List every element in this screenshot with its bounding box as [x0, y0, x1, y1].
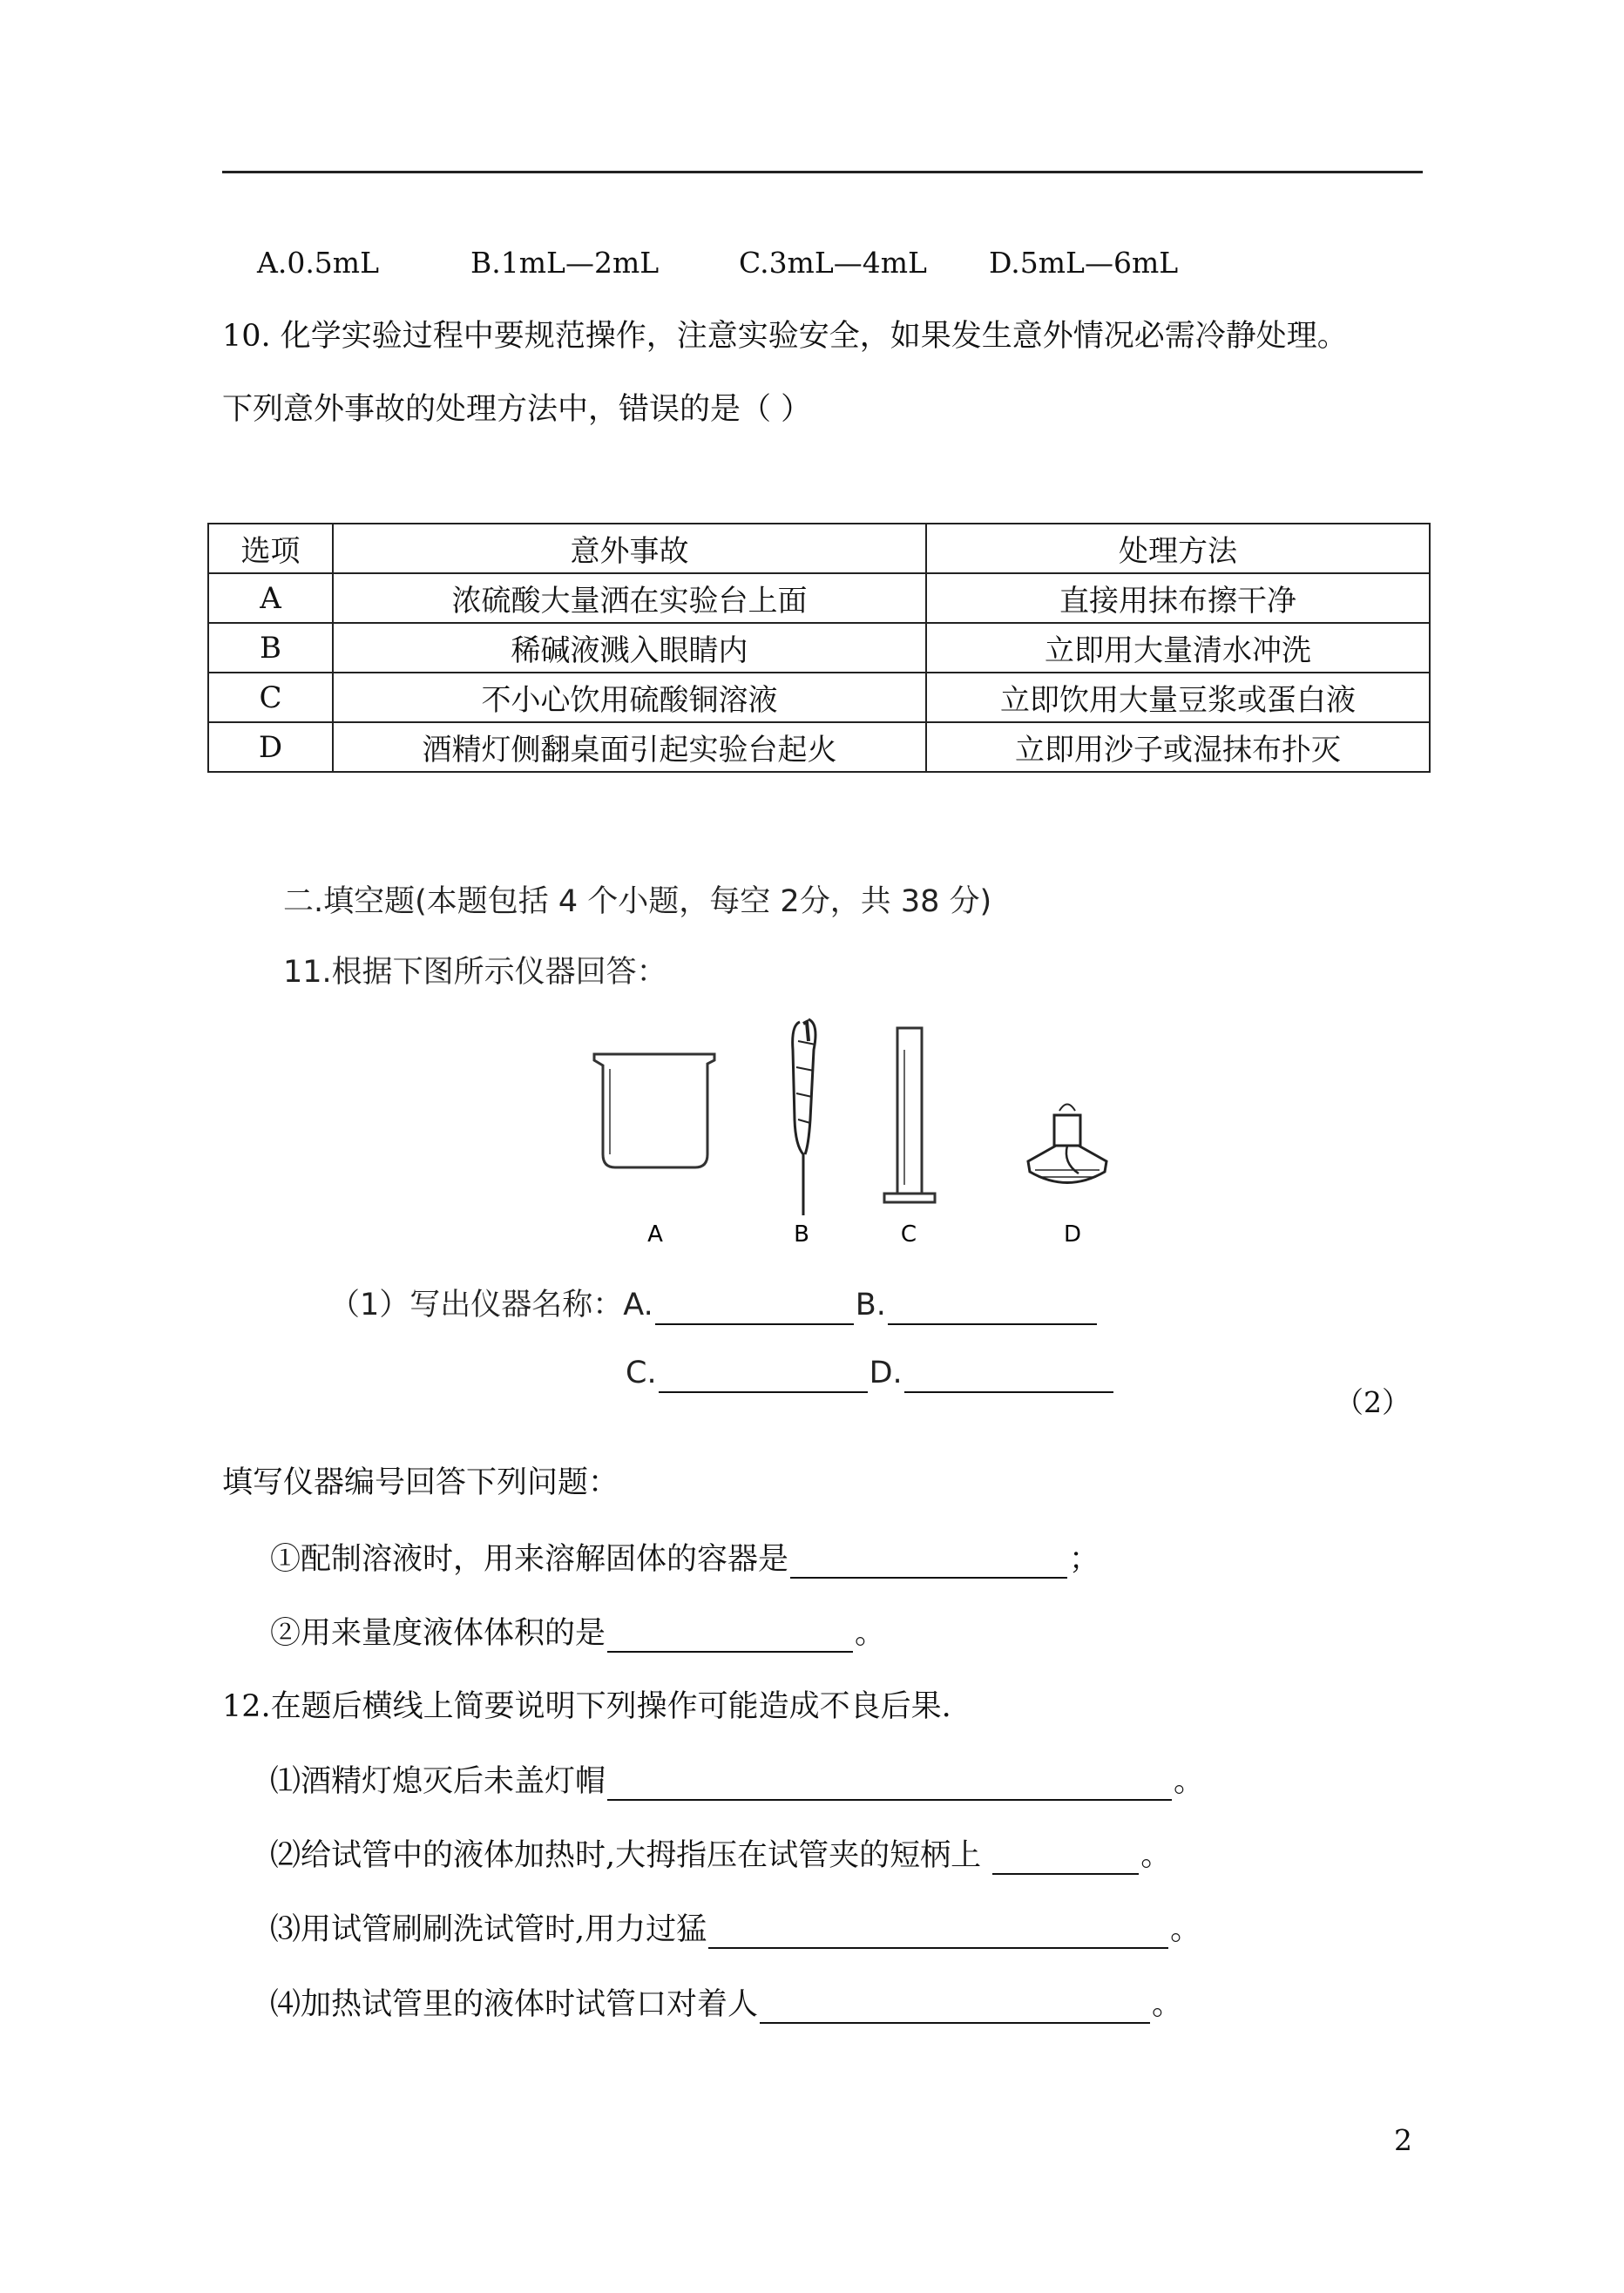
row-treatment: 立即用大量清水冲洗	[926, 623, 1430, 673]
blank-b-label: B.	[855, 1288, 886, 1322]
q11-sub1-row2	[626, 1353, 1115, 1393]
item2-blank	[607, 1621, 853, 1653]
row-accident: 浓硫酸大量洒在实验台上面	[333, 573, 926, 623]
row-option: D	[208, 722, 333, 772]
blank-c-line	[659, 1362, 868, 1393]
blank-d-line	[904, 1362, 1113, 1393]
item1-text: ①配制溶液时，用来溶解固体的容器是	[270, 1542, 789, 1577]
section2-title: 二.填空题(本题包括 4 个小题，每空 2分，共 38 分)	[283, 884, 992, 919]
blank-c-label: C.	[626, 1356, 657, 1390]
row-treatment: 立即饮用大量豆浆或蛋白液	[926, 673, 1430, 722]
accident-table	[207, 523, 1431, 773]
q11-item2	[270, 1614, 885, 1653]
q12-item3	[270, 1911, 1201, 1949]
q11-sub1-label: （1）写出仪器名称：	[329, 1288, 624, 1322]
q11-title: 11.根据下图所示仪器回答：	[283, 955, 667, 990]
q9-option-d: D.5mL—6mL	[989, 246, 1179, 280]
q12-item3-text: ⑶用试管刷刷洗试管时,用力过猛	[270, 1912, 707, 1947]
blank-d-label: D.	[869, 1356, 903, 1390]
q12-item2-blank	[992, 1843, 1139, 1875]
q12-item2-text: ⑵给试管中的液体加热时,大拇指压在试管夹的短柄上	[270, 1838, 991, 1873]
figure-label-d: D	[1063, 1221, 1082, 1248]
q12-item3-end: 。	[1170, 1912, 1201, 1947]
row-option: B	[208, 623, 333, 673]
q9-option-b: B.1mL—2mL	[470, 246, 660, 280]
blank-b-line	[888, 1294, 1097, 1325]
q11-sub2-text: 填写仪器编号回答下列问题：	[222, 1465, 619, 1500]
q12-item1-end: 。	[1174, 1764, 1205, 1799]
table-row	[208, 722, 1430, 772]
table-row	[208, 573, 1430, 623]
q12-item4-end: 。	[1152, 1987, 1183, 2022]
header-accident: 意外事故	[333, 524, 926, 573]
q12-item2-end: 。	[1140, 1838, 1172, 1873]
item1-end: ；	[1069, 1542, 1100, 1577]
q10-line1: 10. 化学实验过程中要规范操作，注意实验安全，如果发生意外情况必需冷静处理。	[222, 319, 1348, 354]
row-option: C	[208, 673, 333, 722]
header-rule	[222, 171, 1423, 173]
row-option: A	[208, 573, 333, 623]
alcohol-lamp-icon	[1028, 1105, 1106, 1183]
q12-item1	[270, 1762, 1204, 1801]
table-row	[208, 673, 1430, 722]
q9-option-c: C.3mL—4mL	[739, 246, 927, 280]
q12-item4-text: ⑷加热试管里的液体时试管口对着人	[270, 1987, 759, 2022]
page-number: 2	[1394, 2123, 1412, 2157]
q12-item3-blank	[708, 1918, 1168, 1949]
row-accident: 酒精灯侧翻桌面引起实验台起火	[333, 722, 926, 772]
q12-item1-blank	[607, 1769, 1172, 1801]
blank-a-label: A.	[623, 1288, 653, 1322]
header-treatment: 处理方法	[926, 524, 1430, 573]
beaker-icon	[594, 1054, 714, 1167]
q12-item4	[270, 1985, 1182, 2024]
table-row	[208, 623, 1430, 673]
row-accident: 稀碱液溅入眼睛内	[333, 623, 926, 673]
q11-sub2-number: （2）	[1335, 1385, 1411, 1419]
test-tube-holder-icon	[793, 1019, 815, 1215]
row-accident: 不小心饮用硫酸铜溶液	[333, 673, 926, 722]
q12-item1-text: ⑴酒精灯熄灭后未盖灯帽	[270, 1764, 606, 1799]
q12-item4-blank	[760, 1992, 1150, 2024]
q12-title: 12.在题后横线上简要说明下列操作可能造成不良后果.	[222, 1689, 951, 1724]
graduated-cylinder-icon	[884, 1028, 935, 1202]
row-treatment: 立即用沙子或湿抹布扑灭	[926, 722, 1430, 772]
table-header-row	[208, 524, 1430, 573]
instrument-figure	[575, 1015, 1133, 1259]
q12-item2	[270, 1836, 1171, 1875]
item2-text: ②用来量度液体体积的是	[270, 1616, 606, 1651]
q11-sub1	[329, 1285, 1099, 1325]
blank-a-line	[655, 1294, 854, 1325]
q11-item1	[270, 1540, 1100, 1579]
figure-label-c: C	[900, 1221, 917, 1248]
header-option: 选项	[208, 524, 333, 573]
item1-blank	[790, 1547, 1067, 1579]
figure-label-a: A	[647, 1221, 663, 1248]
figure-label-b: B	[794, 1221, 809, 1248]
q10-line2: 下列意外事故的处理方法中，错误的是（ ）	[222, 392, 812, 427]
q9-option-a: A.0.5mL	[257, 246, 380, 280]
row-treatment: 直接用抹布擦干净	[926, 573, 1430, 623]
item2-end: 。	[855, 1616, 886, 1651]
